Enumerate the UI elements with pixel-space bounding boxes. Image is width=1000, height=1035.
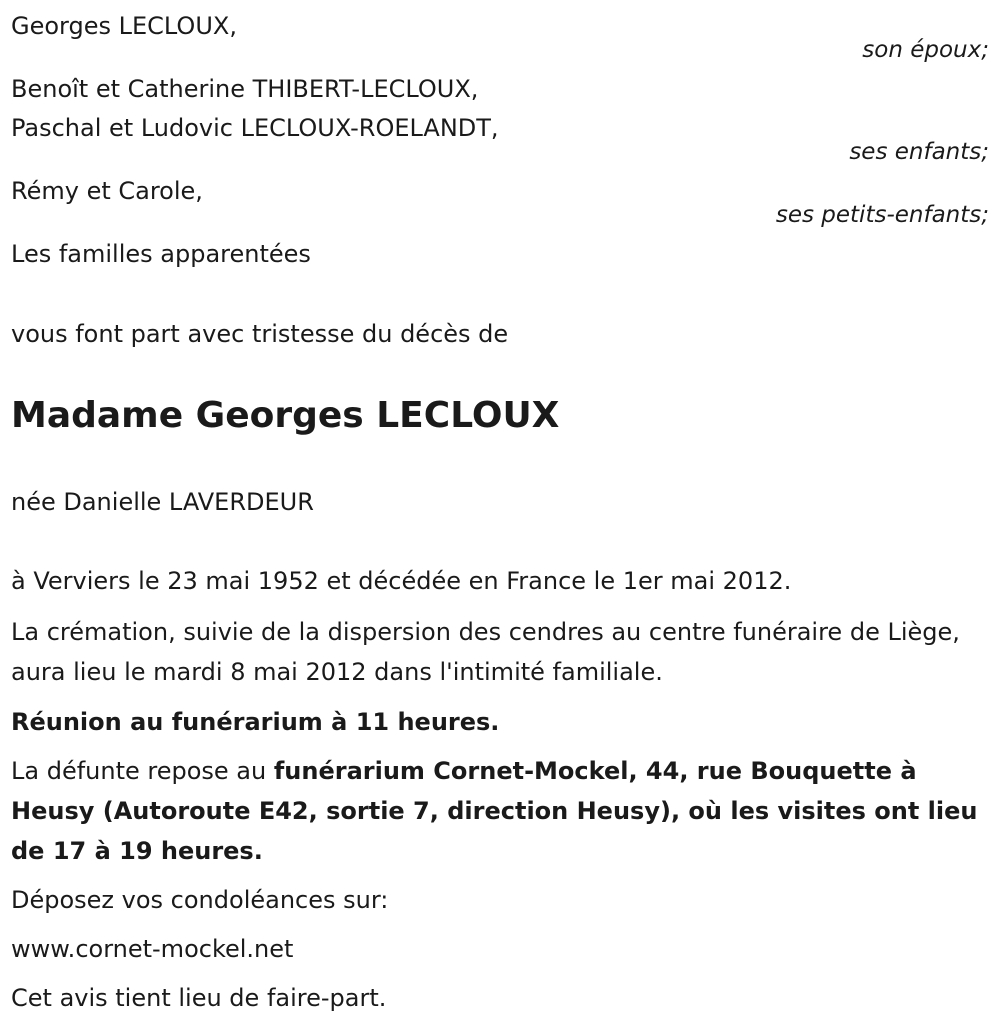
grandchildren-role: ses petits-enfants;: [775, 202, 989, 228]
children-line-1: Benoît et Catherine THIBERT-LECLOUX,: [11, 75, 479, 103]
spouse-name: Georges LECLOUX,: [11, 12, 237, 40]
related-families: Les familles apparentées: [11, 240, 311, 268]
children-role: ses enfants;: [849, 139, 989, 165]
maiden-name: née Danielle LAVERDEUR: [11, 488, 314, 516]
closing-note: Cet avis tient lieu de faire-part.: [11, 984, 387, 1012]
children-line-2: Paschal et Ludovic LECLOUX-ROELANDT,: [11, 114, 499, 142]
announcement-text: vous font part avec tristesse du décès de: [11, 320, 509, 348]
resting-place-info: [11, 751, 989, 871]
resting-place-details: funérarium Cornet-Mockel, 44, rue Bouquette à Heusy (Autoroute E42, sortie 7, direction Heusy), où les visites ont lieu de 17 à 19 heures.: [11, 757, 978, 865]
spouse-role: son époux;: [862, 37, 989, 63]
website-link[interactable]: www.cornet-mockel.net: [11, 935, 294, 963]
birth-death-info: à Verviers le 23 mai 1952 et décédée en France le 1er mai 2012.: [11, 567, 792, 595]
meeting-info: Réunion au funérarium à 11 heures.: [11, 708, 500, 736]
cremation-info: La crémation, suivie de la dispersion des cendres au centre funéraire de Liège, aura lieu le mardi 8 mai 2012 dans l'intimité familiale.: [11, 618, 960, 686]
grandchildren-name: Rémy et Carole,: [11, 177, 203, 205]
condolences-label: Déposez vos condoléances sur:: [11, 886, 389, 914]
deceased-name: Madame Georges LECLOUX: [11, 395, 560, 436]
resting-place-prefix: La défunte repose au: [11, 757, 274, 785]
